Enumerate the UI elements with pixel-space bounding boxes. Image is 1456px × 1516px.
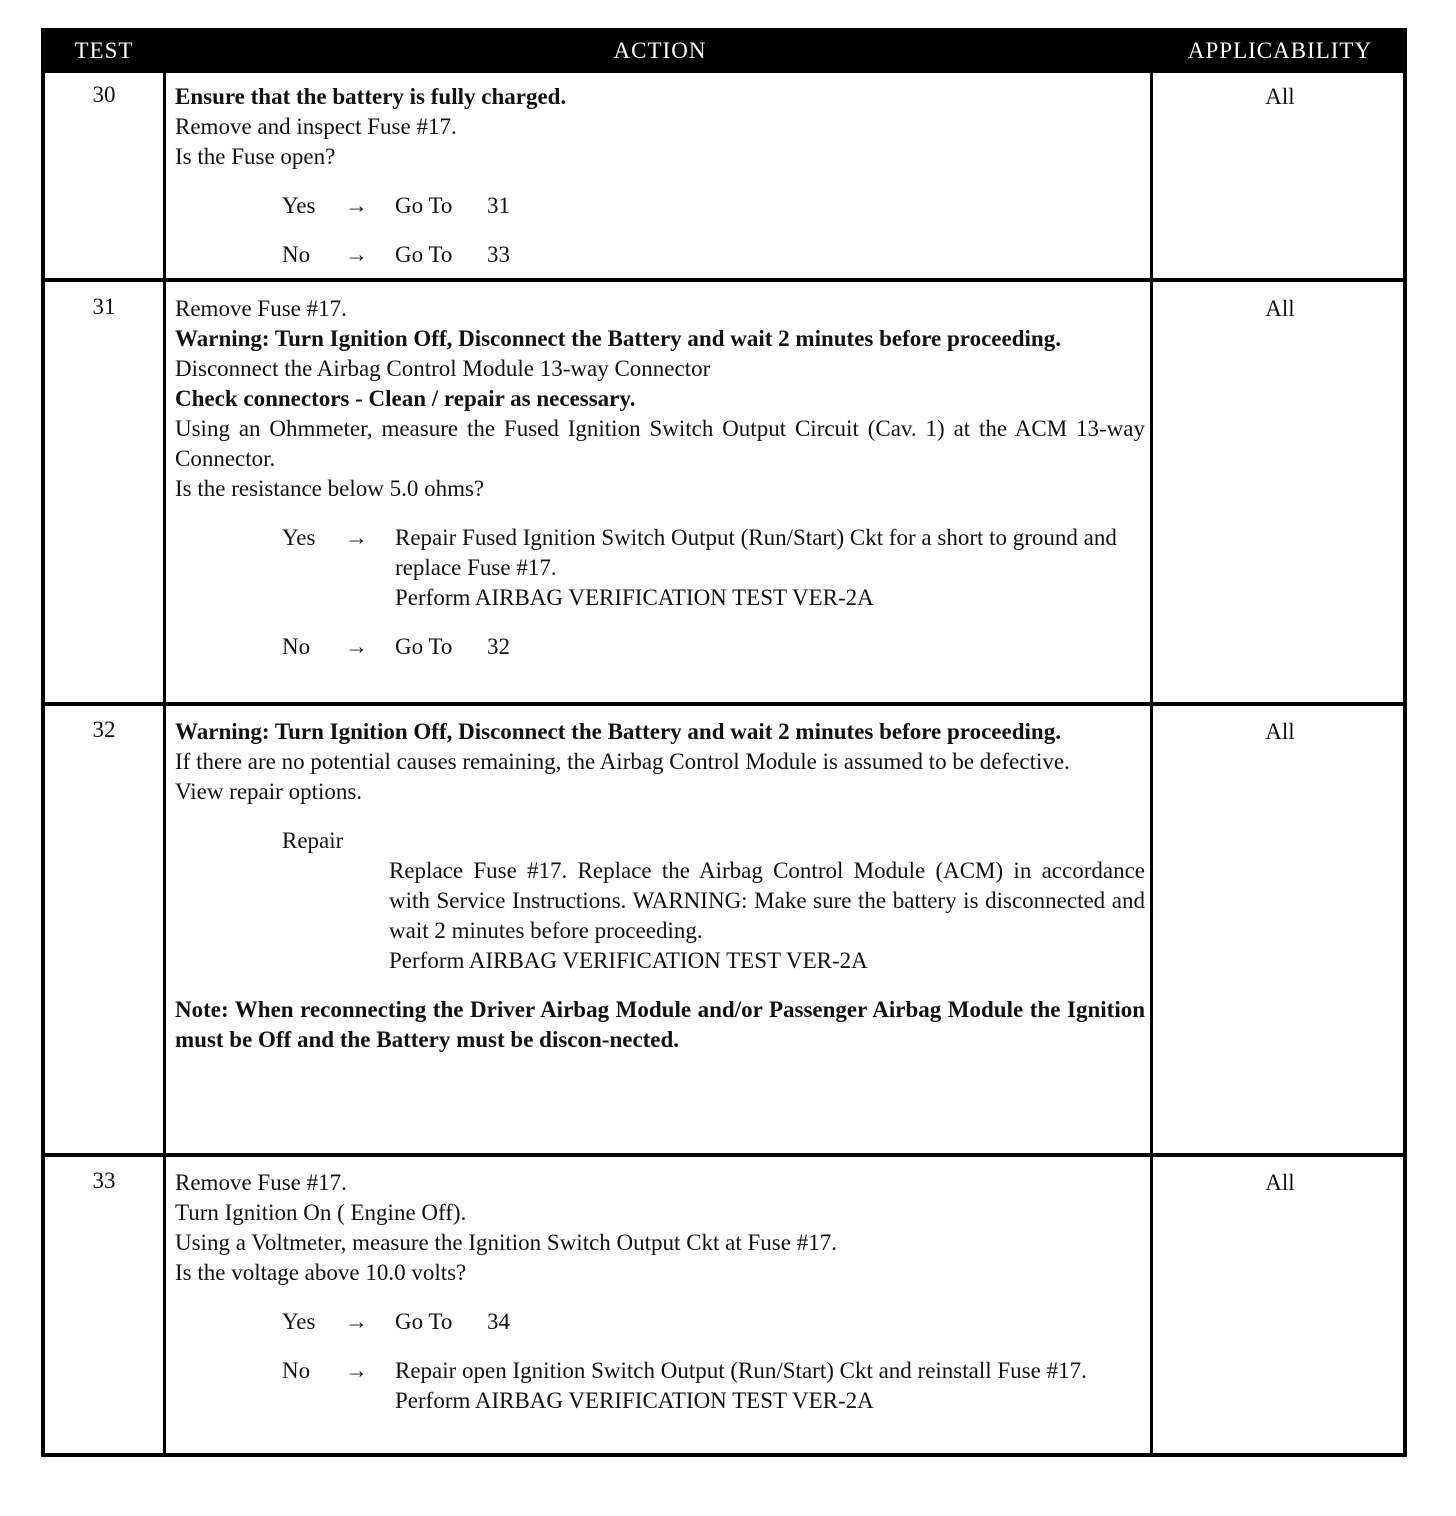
goto-label: Go To (395, 242, 453, 267)
action-line: Turn Ignition On ( Engine Off). (175, 1200, 467, 1225)
action-line: Using an Ohmmeter, measure the Fused Ignition Switch Output Circuit (Cav. 1) at the ACM 13-way Connector. (175, 416, 1145, 471)
no-option (175, 632, 1145, 662)
yes-option (175, 1307, 1145, 1337)
action-cell (175, 717, 1145, 1055)
column-divider (163, 32, 166, 1453)
option-key: Yes (282, 525, 316, 550)
action-line: Disconnect the Airbag Control Module 13-way Connector (175, 356, 711, 381)
goto-target: 32 (487, 634, 510, 659)
option-key: No (282, 634, 311, 659)
option-key: No (282, 1358, 311, 1383)
warning-text: Warning: Turn Ignition Off, Disconnect the Battery and wait 2 minutes before proceeding. (175, 719, 1061, 744)
applicability-value: All (1265, 84, 1295, 109)
repair-text: Replace Fuse #17. Replace the Airbag Control Module (ACM) in accordance with Service Instructions. WARNING: Make sure the battery is disconnected and wait 2 minutes before proceeding. (389, 858, 1145, 943)
header-applicability: APPLICABILITY (1187, 38, 1373, 63)
goto-label: Go To (395, 634, 453, 659)
no-option (175, 240, 1145, 270)
option-key: No (282, 242, 311, 267)
yes-option (175, 191, 1145, 221)
diagnostic-table (41, 28, 1407, 1457)
action-line: Is the resistance below 5.0 ohms? (175, 476, 485, 501)
action-line: Using a Voltmeter, measure the Ignition Switch Output Ckt at Fuse #17. (175, 1230, 837, 1255)
applicability-value: All (1265, 296, 1295, 321)
yes-option (175, 523, 1145, 613)
option-text: Repair open Ignition Switch Output (Run/Start) Ckt and reinstall Fuse #17. (395, 1358, 1087, 1383)
action-line: View repair options. (175, 779, 363, 804)
option-key: Yes (282, 1309, 316, 1334)
arrow-icon: → (345, 242, 368, 267)
option-text: Perform AIRBAG VERIFICATION TEST VER-2A (395, 585, 874, 610)
arrow-icon: → (345, 634, 368, 659)
header-test: TEST (74, 38, 134, 63)
column-divider (1150, 32, 1153, 1453)
repair-label: Repair (282, 828, 344, 853)
goto-label: Go To (395, 1309, 453, 1334)
option-text: Repair Fused Ignition Switch Output (Run/Start) Ckt for a short to ground and replace Fuse #17. (395, 525, 1117, 580)
test-number: 32 (92, 717, 116, 742)
action-line: Is the Fuse open? (175, 144, 336, 169)
action-line: Remove Fuse #17. (175, 1170, 347, 1195)
action-cell (175, 294, 1145, 662)
applicability-value: All (1265, 1170, 1295, 1195)
repair-text: Perform AIRBAG VERIFICATION TEST VER-2A (389, 948, 868, 973)
goto-target: 33 (487, 242, 510, 267)
test-number: 33 (92, 1168, 116, 1193)
table-header (45, 32, 1403, 73)
warning-text: Warning: Turn Ignition Off, Disconnect the Battery and wait 2 minutes before proceeding. (175, 326, 1061, 351)
arrow-icon: → (345, 525, 368, 550)
action-cell (175, 1168, 1145, 1416)
goto-label: Go To (395, 193, 453, 218)
action-cell (175, 82, 1145, 270)
action-line: Is the voltage above 10.0 volts? (175, 1260, 467, 1285)
arrow-icon: → (345, 1309, 368, 1334)
action-line: Ensure that the battery is fully charged. (175, 84, 567, 109)
option-text: Perform AIRBAG VERIFICATION TEST VER-2A (395, 1388, 874, 1413)
option-key: Yes (282, 193, 316, 218)
check-text: Check connectors - Clean / repair as necessary. (175, 386, 636, 411)
row-divider (45, 1153, 1403, 1157)
action-line: Remove Fuse #17. (175, 296, 347, 321)
test-number: 31 (92, 294, 116, 319)
row-divider (45, 702, 1403, 706)
goto-target: 34 (487, 1309, 510, 1334)
test-number: 30 (92, 82, 116, 107)
goto-target: 31 (487, 193, 510, 218)
arrow-icon: → (345, 1358, 368, 1383)
no-option (175, 1356, 1145, 1416)
action-line: Remove and inspect Fuse #17. (175, 114, 457, 139)
header-action: ACTION (613, 38, 707, 63)
row-divider (45, 278, 1403, 282)
action-line: If there are no potential causes remaining, the Airbag Control Module is assumed to be defective. (175, 749, 1070, 774)
note-text: Note: When reconnecting the Driver Airbag Module and/or Passenger Airbag Module the Ignition must be Off and the Battery must be discon-nected. (175, 997, 1145, 1052)
applicability-value: All (1265, 719, 1295, 744)
arrow-icon: → (345, 193, 368, 218)
